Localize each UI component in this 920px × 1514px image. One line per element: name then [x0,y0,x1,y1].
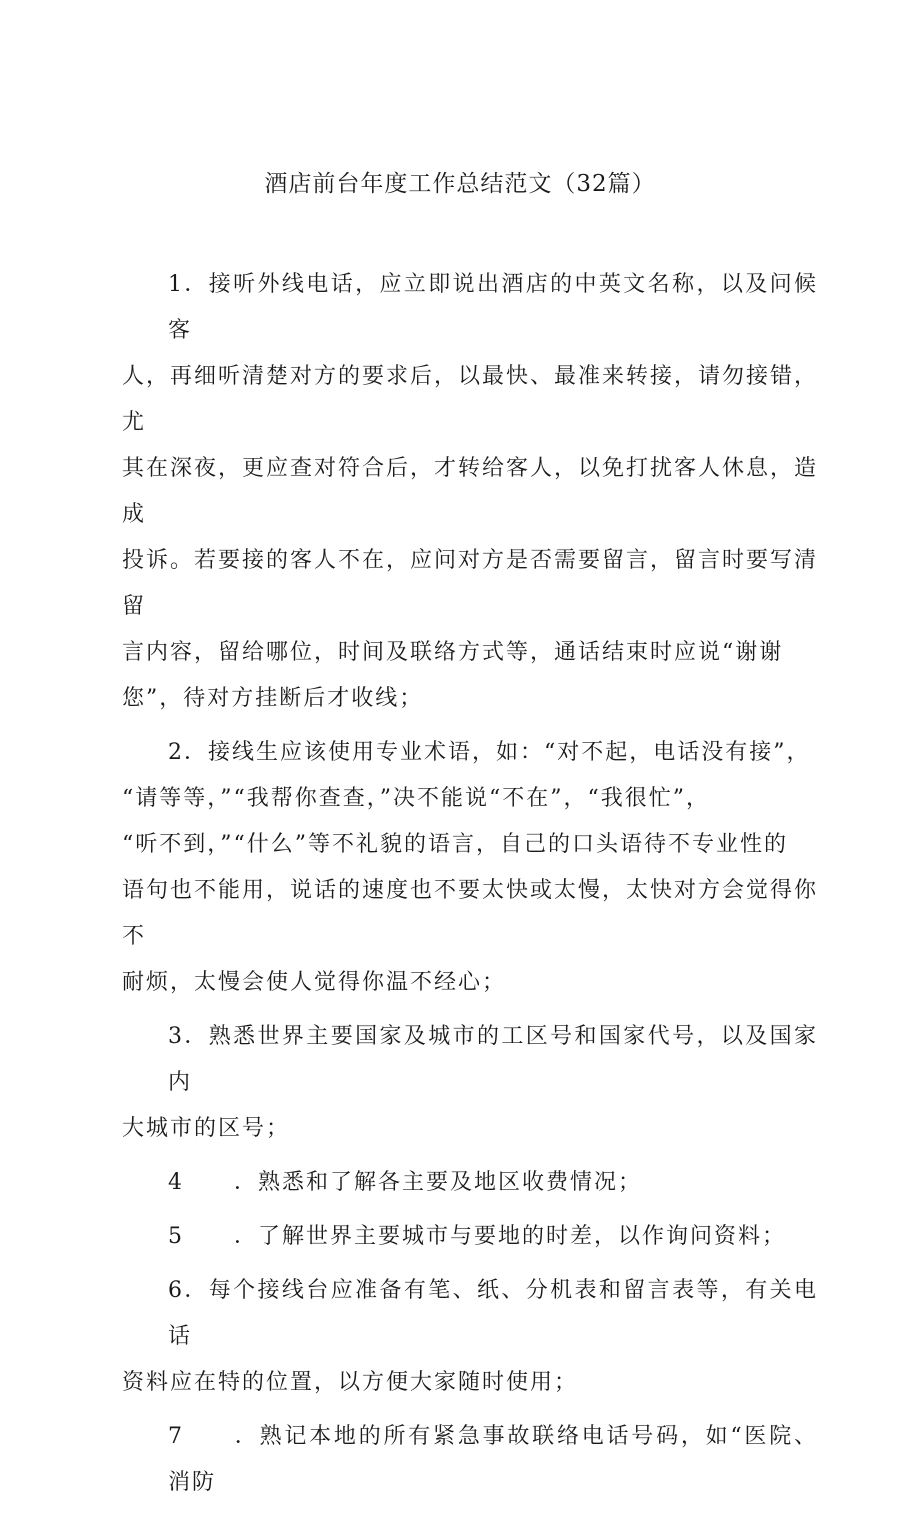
list-item-3 [122,1014,818,1152]
item-number: 6 [168,1278,184,1303]
item-number: 7 [168,1424,184,1449]
list-item-1 [122,262,818,722]
text-line: 投诉。若要接的客人不在，应问对方是否需要留言，留言时要写清留 [122,548,819,619]
text-line: 资料应在特的位置，以方便大家随时使用； [122,1370,579,1395]
text-line: ．接线生应该使用专业术语，如：“对不起，电话没有接”， [184,740,811,765]
text-line: ．接听外线电话，应立即说出酒店的中英文名称，以及问候客 [168,272,818,343]
document-title: 酒店前台年度工作总结范文（32篇） [264,171,656,197]
item-number: 4 [168,1170,184,1195]
text-line: 耐烦，太慢会使人觉得你温不经心； [122,970,507,995]
list-item-7 [122,1414,818,1506]
text-line: “听不到，”“什么”等不礼貌的语言，自己的口头语待不专业性的 [122,832,788,857]
text-line: ．每个接线台应准备有笔、纸、分机表和留言表等，有关电话 [168,1278,818,1349]
list-item-6 [122,1268,818,1406]
text-line: ．熟记本地的所有紧急事故联络电话号码，如“医院、消防 [168,1424,818,1495]
list-item-5 [122,1214,818,1260]
item-number: 3 [168,1024,184,1049]
text-line: ．了解世界主要城市与要地的时差，以作询问资料； [234,1224,787,1249]
text-line: “请等等，”“我帮你查查，”决不能说“不在”，“我很忙”， [122,786,710,811]
text-line: 大城市的区号； [122,1116,291,1141]
text-line: ．熟悉世界主要国家及城市的工区号和国家代号，以及国家内 [168,1024,818,1095]
text-line: 人，再细听清楚对方的要求后，以最快、最准来转接，请勿接错，尤 [122,364,819,435]
item-number: 5 [168,1224,184,1249]
item-number: 2 [168,740,184,765]
text-line: ．熟悉和了解各主要及地区收费情况； [234,1170,643,1195]
text-line: 言内容，留给哪位，时间及联络方式等，通话结束时应说“谢谢 [122,640,784,665]
text-line: 其在深夜，更应查对符合后，才转给客人，以免打扰客人休息，造成 [122,456,819,527]
text-line: 您”，待对方挂断后才收线； [122,686,424,711]
document-body [122,262,818,1514]
item-number: 1 [168,272,184,297]
list-item-4 [122,1160,818,1206]
list-item-2 [122,730,818,1006]
text-line: 语句也不能用，说话的速度也不要太快或太慢，太快对方会觉得你不 [122,878,819,949]
